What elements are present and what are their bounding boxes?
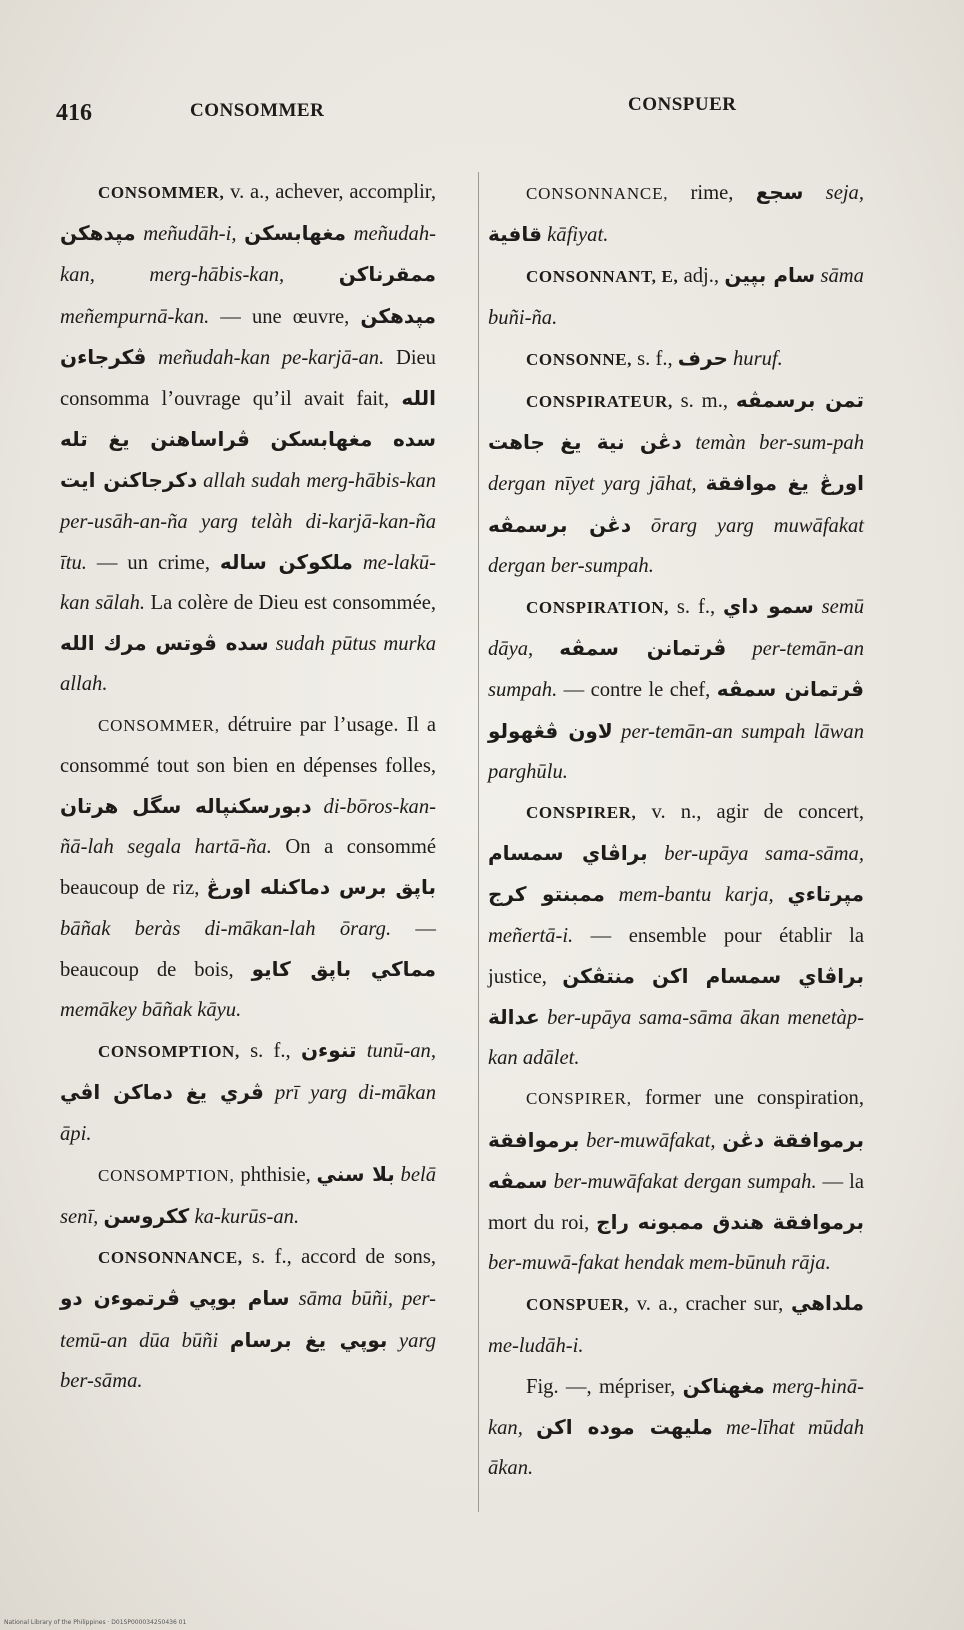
entry-conspuer bbox=[488, 1283, 864, 1365]
transliteration: meñempurnā-kan. bbox=[60, 305, 210, 328]
headword: CONSONNANCE, bbox=[98, 1248, 243, 1268]
headword: CONSOMPTION, bbox=[98, 1165, 235, 1185]
jawi-text: تنوءن bbox=[300, 1038, 357, 1063]
jawi-text: مپدهكن ڤكرجاءن bbox=[60, 303, 436, 369]
definition-text: v. a., cracher sur, bbox=[629, 1293, 791, 1316]
jawi-text: برموافقة bbox=[488, 1127, 580, 1152]
transliteration: me-lakū-kan sālah. bbox=[60, 551, 436, 615]
headword: CONSONNE, bbox=[526, 349, 632, 369]
transliteration: seja, bbox=[803, 182, 864, 204]
jawi-text: ڤرتمانن سمڤه لاون ڤڠهولو bbox=[488, 677, 864, 743]
transliteration: ber-upāya sama-sāma ākan menetàp-kan adālet. bbox=[488, 1007, 864, 1070]
entry-consommer-2 bbox=[60, 705, 436, 1031]
entry-consommer-1 bbox=[60, 172, 436, 705]
jawi-text: سام بوپي bbox=[189, 1286, 290, 1311]
transliteration: huruf. bbox=[727, 347, 783, 370]
transliteration: yarg ber-sāma. bbox=[60, 1329, 436, 1392]
definition-text: s. f., bbox=[239, 1040, 301, 1063]
entry-conspuer-fig bbox=[488, 1366, 864, 1489]
transliteration: merg-hinā-kan, bbox=[488, 1375, 864, 1440]
headword: CONSPIRATEUR, bbox=[526, 392, 673, 412]
headword: CONSPIRATION, bbox=[526, 598, 670, 618]
left-column bbox=[60, 172, 436, 1401]
definition-text: rime, bbox=[668, 182, 756, 204]
definition-text: — contre le chef, bbox=[557, 679, 717, 702]
definition-text: Dieu consomma l’ouvrage qu’il avait fait, bbox=[60, 346, 436, 411]
transliteration bbox=[180, 1288, 189, 1310]
definition-text: s. m., bbox=[672, 390, 736, 413]
jawi-text: حرف bbox=[677, 345, 728, 370]
left-running-head: CONSOMMER bbox=[190, 100, 325, 121]
jawi-text: سجع bbox=[755, 180, 804, 204]
entry-consonnance-2 bbox=[488, 172, 864, 255]
transliteration: me-ludāh-i. bbox=[488, 1334, 584, 1357]
page-header bbox=[0, 92, 964, 132]
entry-consomption-2 bbox=[60, 1154, 436, 1237]
jawi-text: اورڠ يغ موافقة دڠن برسمڤه bbox=[488, 471, 864, 537]
transliteration: temàn ber-sum-pah dergan nīyet yarg jāhat, bbox=[488, 432, 864, 496]
jawi-text: سده ڤوتس مرك الله bbox=[60, 631, 269, 656]
transliteration: meñudāh-i, bbox=[135, 223, 245, 246]
jawi-text: مپدهكن bbox=[60, 221, 136, 246]
jawi-text: قافية bbox=[488, 222, 542, 247]
definition-text: détruire par l’usage. Il a consommé tout son bien en dépenses folles, bbox=[60, 713, 436, 777]
jawi-text: مغهناكن bbox=[682, 1373, 765, 1398]
transliteration: allah sudah merg-hābis-kan per-usāh-an-ña yarg telàh di-karjā-kan-ña ītu. bbox=[60, 470, 436, 574]
transliteration: bāñak beràs di-mākan-lah ōrarg. bbox=[60, 917, 392, 940]
transliteration: memākey bāñak kāyu. bbox=[60, 999, 242, 1022]
definition-text: s. f., bbox=[632, 347, 678, 370]
transliteration: ber-muwā-fakat hendak mem-būnuh rāja. bbox=[488, 1252, 831, 1275]
transliteration: ka-kurūs-an. bbox=[189, 1206, 300, 1229]
jawi-text: ككروسن bbox=[103, 1204, 190, 1229]
right-column bbox=[488, 172, 864, 1489]
jawi-text: تمن برسمڤه دڠن نية يغ جاهت bbox=[488, 388, 864, 455]
transliteration: tunū-an, bbox=[356, 1040, 436, 1063]
jawi-text: ملكوكن ساله bbox=[219, 549, 353, 574]
entry-consonne bbox=[488, 338, 864, 380]
jawi-text: مغهابسكن bbox=[244, 221, 346, 246]
entry-conspirateur bbox=[488, 380, 864, 586]
jawi-text: ڤري يغ دماكن اڤي bbox=[60, 1080, 264, 1105]
transliteration: kāfiyat. bbox=[542, 224, 609, 247]
definition-text: adj., bbox=[678, 265, 725, 288]
transliteration: ber-muwāfakat, bbox=[579, 1129, 723, 1152]
transliteration: meñudah-kan, merg-hābis-kan, bbox=[60, 223, 436, 287]
headword: CONSPIRER, bbox=[526, 1089, 632, 1109]
entry-consonnant bbox=[488, 255, 864, 337]
headword: CONSPUER, bbox=[526, 1295, 630, 1315]
jawi-text: ممقرناكن bbox=[338, 262, 436, 287]
jawi-text: دبورسكنپاله سگل هرتان bbox=[60, 794, 312, 819]
jawi-text: بوپي يغ برسام bbox=[229, 1327, 388, 1352]
definition-text: — un crime, bbox=[86, 551, 220, 574]
transliteration: sāma būñi, per-temū-an dūa būñi bbox=[60, 1288, 436, 1352]
transliteration: semū dāya, bbox=[488, 596, 864, 661]
transliteration: ber-upāya sama-sāma, bbox=[647, 843, 864, 866]
definition-text: phthisie, bbox=[234, 1163, 317, 1186]
page-number: 416 bbox=[56, 100, 92, 126]
headword: CONSONNANT, E, bbox=[526, 267, 679, 287]
transliteration: sudah pūtus murka allah. bbox=[60, 633, 436, 696]
jawi-text: سمو داي bbox=[723, 594, 814, 619]
jawi-text: ڤرتمانن سمڤه bbox=[559, 636, 727, 661]
right-running-head: CONSPUER bbox=[628, 94, 737, 115]
definition-text: Fig. —, mépriser, bbox=[526, 1375, 683, 1398]
definition-text: La colère de Dieu est consommée, bbox=[145, 592, 436, 615]
definition-text: s. f., bbox=[669, 596, 724, 619]
jawi-text: ملداهي bbox=[790, 1291, 864, 1316]
definition-text: — la mort du roi, bbox=[488, 1170, 864, 1235]
transliteration: ber-muwāfakat dergan sumpah. bbox=[547, 1170, 817, 1193]
jawi-text: ممبنتو كرج bbox=[488, 882, 605, 907]
jawi-text: ڤرتموءن دو bbox=[60, 1286, 180, 1311]
transliteration: sāma buñi-ña. bbox=[488, 265, 864, 329]
entry-consomption-1 bbox=[60, 1030, 436, 1154]
transliteration: per-temān-an sumpah. bbox=[488, 638, 864, 702]
scan-footer: National Library of the Philippines · D01SP000034250436 01 bbox=[4, 1619, 187, 1626]
jawi-text: بلا سني bbox=[316, 1161, 395, 1186]
jawi-text: مماكي باپق كايو bbox=[251, 956, 436, 981]
headword: CONSONNANCE, bbox=[526, 184, 669, 203]
definition-text: On a consommé beaucoup de riz, bbox=[60, 836, 436, 900]
headword: CONSOMMER, bbox=[98, 715, 220, 735]
transliteration: me-līhat mūdah ākan. bbox=[488, 1417, 864, 1480]
jawi-text: مليهت موده اكن bbox=[536, 1415, 713, 1440]
definition-text: — ensemble pour établir la justice, bbox=[488, 924, 864, 988]
column-divider bbox=[478, 172, 479, 1512]
entry-conspiration bbox=[488, 586, 864, 792]
jawi-text: باپق برس دماكنله اورڠ bbox=[206, 875, 436, 900]
transliteration: ōrarg yarg muwāfakat dergan ber-sumpah. bbox=[488, 514, 865, 577]
jawi-text: برموافقة هندق ممبونه راج bbox=[596, 1210, 864, 1235]
transliteration: di-bōros-kan-ñā-lah segala hartā-ña. bbox=[60, 796, 436, 859]
jawi-text: الله سده مغهابسكن ڤراساهنن يغ تله دكرجاكنن ايت bbox=[60, 386, 436, 493]
jawi-text: برموافقة دڠن سمڤه bbox=[488, 1127, 864, 1193]
transliteration: meñertā-i. bbox=[488, 924, 574, 947]
definition-text: — beaucoup de bois, bbox=[60, 917, 436, 981]
definition-text: v. a., achever, accomplir, bbox=[224, 181, 436, 203]
jawi-text: مپرتاءي bbox=[787, 882, 864, 907]
jawi-text: براڤاي سمسام اكن منتڤكن عدالة bbox=[488, 963, 864, 1030]
transliteration: meñudah-kan pe-karjā-an. bbox=[146, 346, 385, 369]
definition-text: — une œuvre, bbox=[209, 305, 361, 328]
headword: CONSOMMER, bbox=[98, 183, 225, 202]
transliteration: per-temān-an sumpah lāwan parghūlu. bbox=[488, 720, 864, 783]
definition-text: s. f., accord de sons, bbox=[242, 1246, 436, 1269]
headword: CONSOMPTION, bbox=[98, 1042, 240, 1062]
headword: CONSPIRER, bbox=[526, 803, 637, 823]
jawi-text: سام بپين bbox=[724, 263, 816, 288]
transliteration: belā senī, bbox=[60, 1163, 436, 1229]
jawi-text: براڤاي سمسام bbox=[488, 841, 648, 866]
transliteration: mem-bantu karja, bbox=[604, 884, 788, 907]
definition-text: former une conspiration, bbox=[631, 1087, 864, 1110]
transliteration: prī yarg di-mākan āpi. bbox=[60, 1082, 436, 1145]
definition-text: v. n., agir de concert, bbox=[636, 801, 864, 824]
entry-consonnance-1 bbox=[60, 1237, 436, 1401]
entry-conspirer-1 bbox=[488, 792, 864, 1078]
entry-conspirer-2 bbox=[488, 1078, 864, 1283]
